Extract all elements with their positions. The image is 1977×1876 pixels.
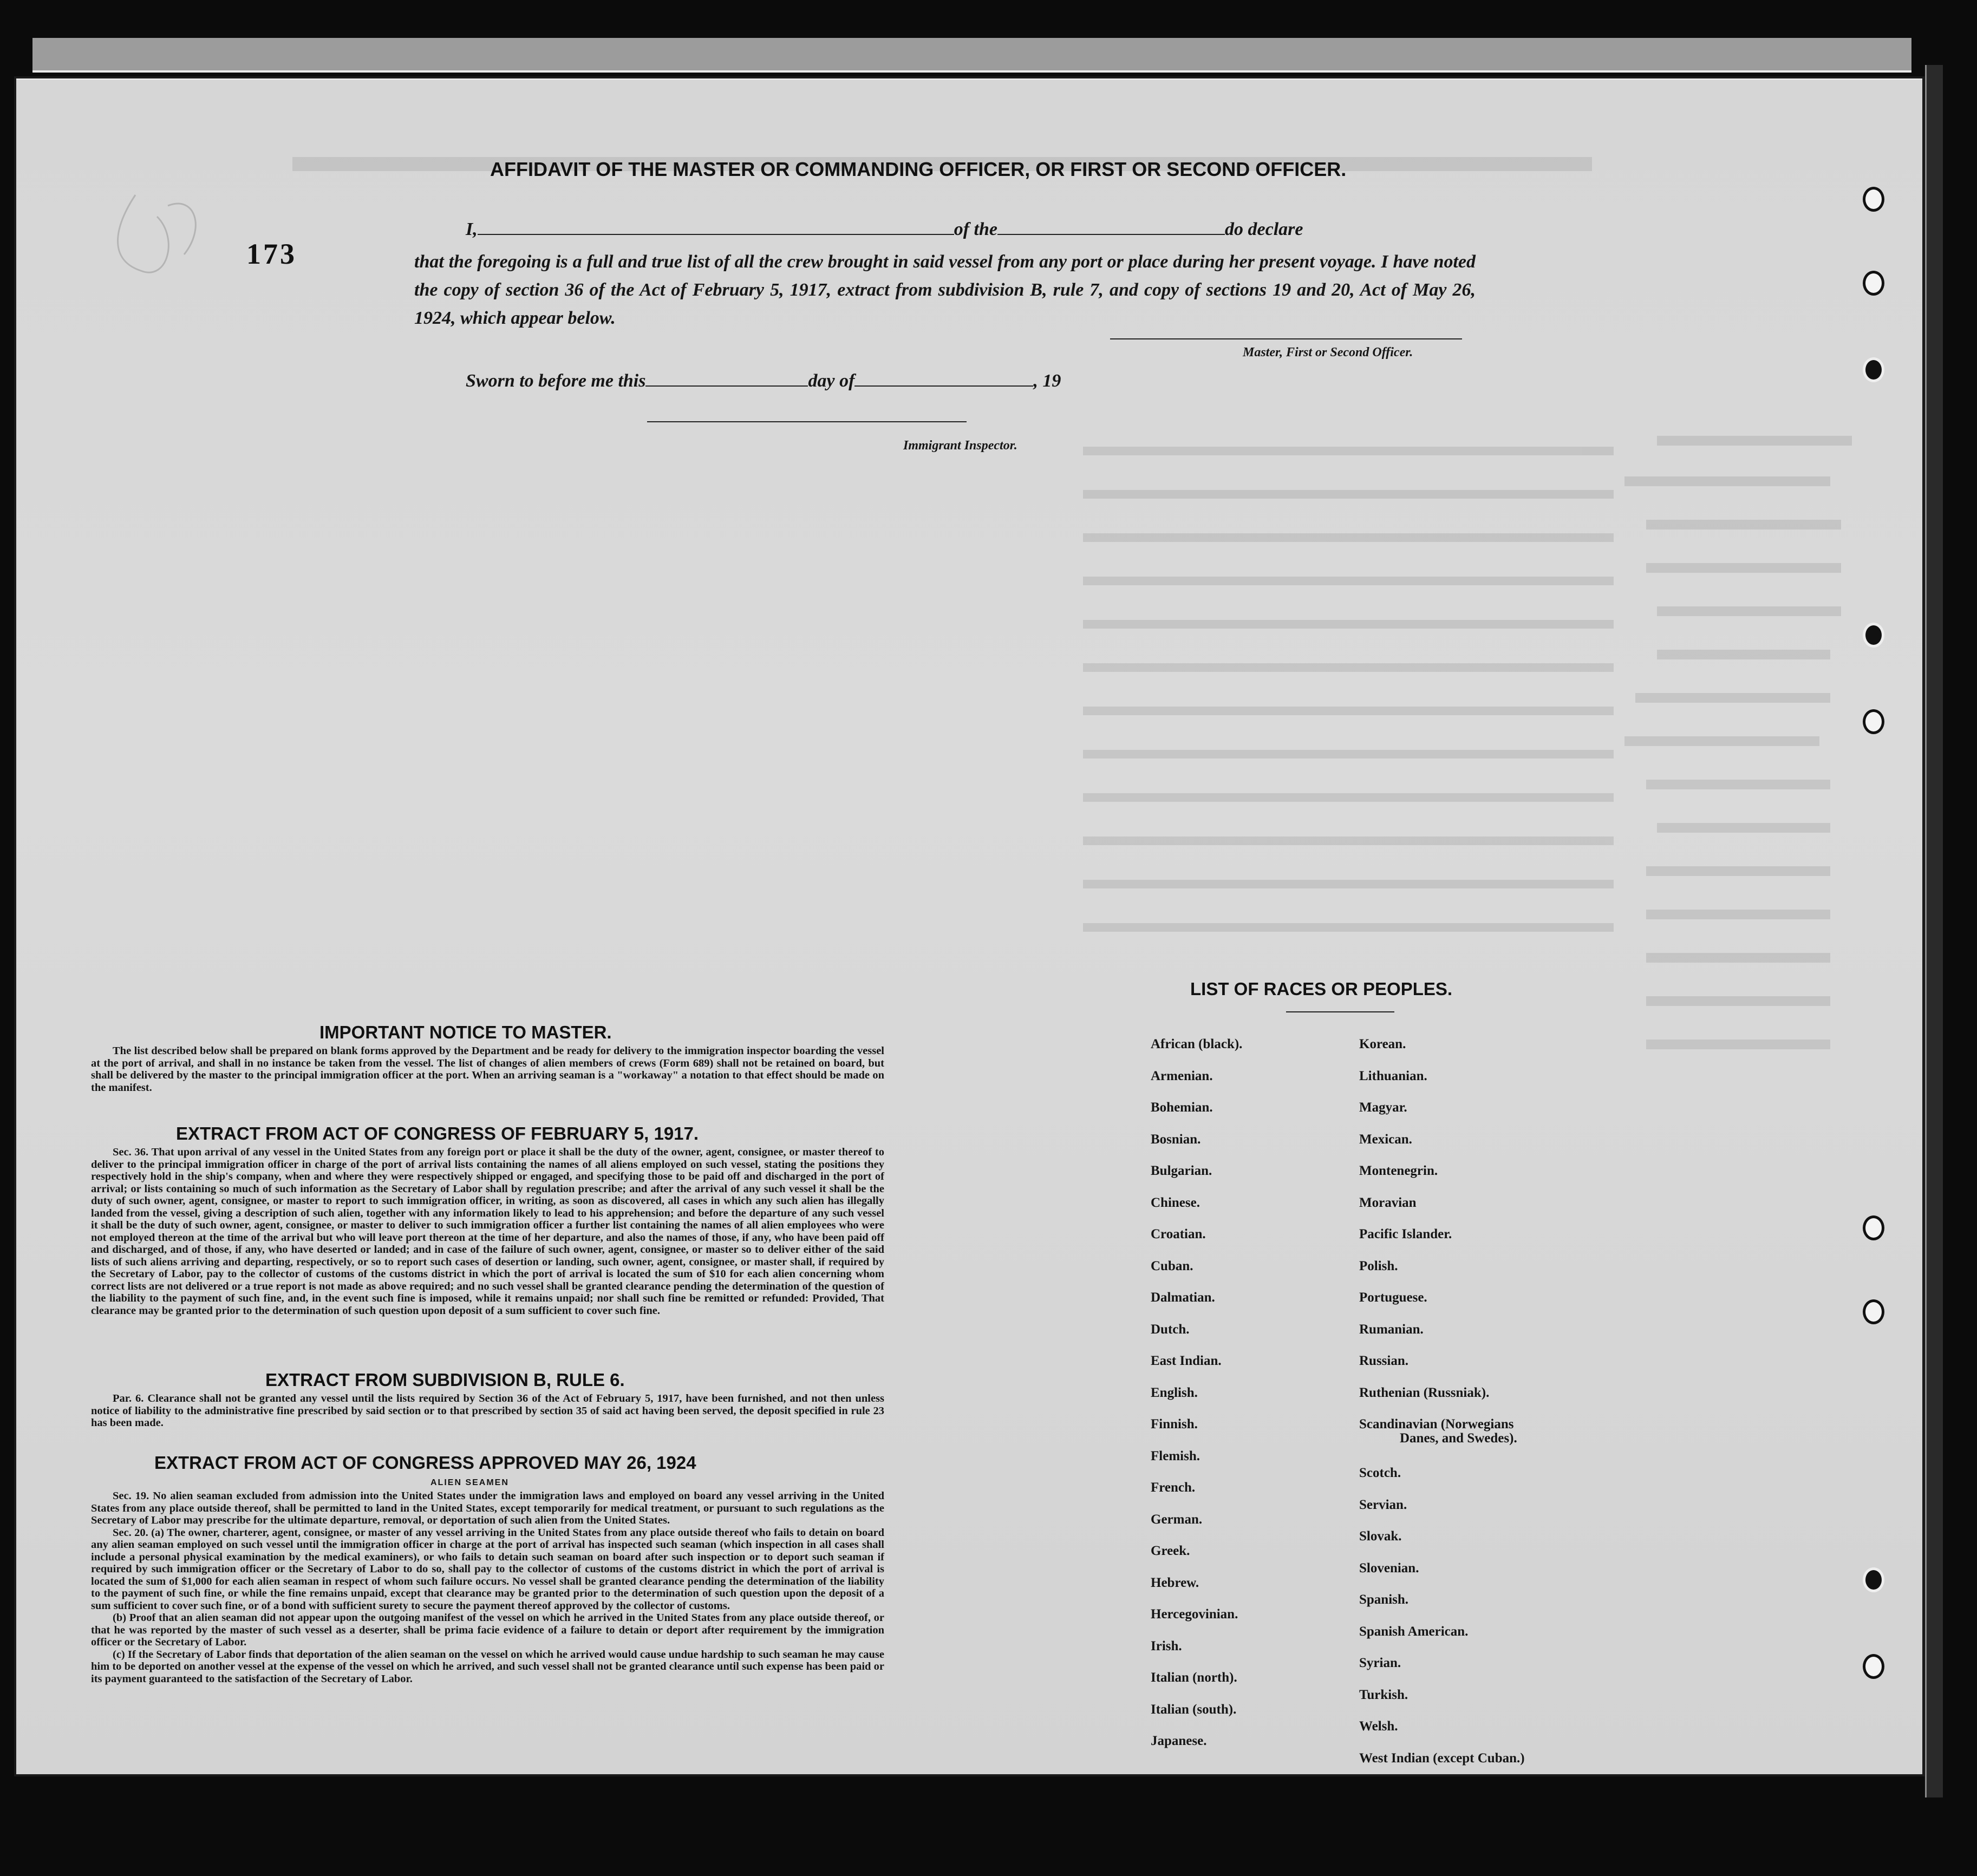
notice-title: IMPORTANT NOTICE TO MASTER. — [319, 1022, 612, 1042]
race-item: Welsh. — [1359, 1719, 1398, 1734]
race-item: Scandinavian (Norwegians — [1359, 1417, 1514, 1431]
race-item: Armenian. — [1151, 1068, 1213, 1083]
punch-hole — [1863, 1215, 1884, 1240]
page-number: 173 — [246, 238, 297, 270]
race-item: Slovak. — [1359, 1529, 1402, 1544]
sworn-end: , 19 — [1033, 371, 1061, 391]
race-item: Croatian. — [1151, 1227, 1206, 1241]
race-item: Italian (north). — [1151, 1670, 1237, 1685]
race-item: Lithuanian. — [1359, 1068, 1427, 1083]
race-item: Spanish American. — [1359, 1624, 1469, 1639]
extract-1917-body: Sec. 36. That upon arrival of any vessel in the United States from any foreign port or place it shall be the duty of the owner, agent, consignee, or master thereof to deliver to the principal immigration officer in charge of the port of arrival lists containing the names of all aliens employed on such vessel, stating the positions they respectively hold in the ship's company, when and where they were respectively shipped or engaged, and specifying those to be paid off and discharged in the port of arrival; or lists containing so much of such information as the Secretary of Labor shall by regulation prescribe; and after the arrival of any such vessel it shall be the duty of such owner, agent, consignee, or master to report to such immigration officer, in writing, as soon as discovered, all cases in which any such alien has illegally landed from the vessel, giving a description of such alien, together with any information likely to lead to his apprehension; and before the departure of any such vessel it shall be the duty of such owner, agent, consignee, or master to deliver to such immigration officer a further list containing the names of all alien employees who were not employed thereon at the time of the arrival but who will leave port thereon at the time of her departure, and also the names of those, if any, who have been paid off and discharged, and of those, if any, who have deserted or landed; and in case of the failure of such owner, agent, consignee, or master so to deliver either of the said lists of such aliens arriving and departing, respectively, or so to report such cases of desertion or landing, such owner, agent, consignee, or master shall, if required by the Secretary of Labor, pay to the collector of customs of the customs district in which the port of arrival is located the sum of $10 for each alien concerning whom correct lists are not delivered or a true report is not made as above required; and no such vessel shall be granted clearance pending the determination of the question of the liability to the payment of such fine, and, in the event such fine is imposed, while it remains unpaid; nor shall such fine be remitted or refunded: Provided, That clearance may be granted prior to the determination of such question upon deposit of a sum sufficient to cover such fine. — [91, 1146, 884, 1317]
affidavit-title: AFFIDAVIT OF THE MASTER OR COMMANDING OFFICER, OR FIRST OR SECOND OFFICER. — [490, 158, 1347, 180]
race-item: Polish. — [1359, 1258, 1398, 1273]
punch-hole — [1863, 1299, 1884, 1324]
punch-hole — [1863, 1654, 1884, 1679]
race-item: Bulgarian. — [1151, 1163, 1212, 1178]
race-item: Turkish. — [1359, 1687, 1408, 1702]
races-right-column — [1359, 1037, 1525, 1782]
sheet-right-edge — [1925, 65, 1943, 1797]
race-item: Italian (south). — [1151, 1702, 1237, 1717]
notice-body: The list described below shall be prepared on blank forms approved by the Department and be ready for delivery to the immigration inspector boarding the vessel at the port of arrival, and shall in no instance be taken from the vessel. The list of changes of alien members of crews (Form 689) shall not be retained on board, but shall be delivered by the master to the principal immigration officer at the port. When an arriving seaman is a "workaway" a notation to that effect should be made on the manifest. — [91, 1045, 884, 1094]
punch-hole — [1863, 271, 1884, 296]
race-item: French. — [1151, 1480, 1196, 1495]
race-item: Portuguese. — [1359, 1290, 1427, 1305]
punch-hole — [1863, 709, 1884, 734]
race-item: Irish. — [1151, 1638, 1182, 1653]
inspector-signature-line — [647, 421, 967, 422]
punch-hole — [1863, 357, 1884, 382]
race-item: Bosnian. — [1151, 1132, 1201, 1147]
affidavit-line1-end: do declare — [1225, 219, 1303, 239]
inspector-caption: Immigrant Inspector. — [903, 439, 1017, 453]
affidavit-line-1 — [466, 219, 1303, 240]
vessel-fill-line — [997, 233, 1225, 235]
punch-hole — [1863, 1567, 1884, 1592]
extract-1924-title: EXTRACT FROM ACT OF CONGRESS APPROVED MAY 26, 1924 — [154, 1453, 696, 1473]
rule6-title: EXTRACT FROM SUBDIVISION B, RULE 6. — [265, 1370, 625, 1390]
race-item: East Indian. — [1151, 1354, 1222, 1368]
extract-1917-title: EXTRACT FROM ACT OF CONGRESS OF FEBRUARY 5, 1917. — [176, 1123, 699, 1143]
race-item: Spanish. — [1359, 1592, 1409, 1607]
race-item: Japanese. — [1151, 1734, 1207, 1748]
name-fill-line — [478, 233, 954, 235]
race-item: Flemish. — [1151, 1448, 1200, 1463]
race-item: Russian. — [1359, 1354, 1409, 1368]
race-item: Cuban. — [1151, 1258, 1193, 1273]
sec19-paragraph: Sec. 19. No alien seaman excluded from admission into the United States under the immigration laws and employed on board any vessel arriving in the United States from any place outside thereof, shall be permitted to land in the United States, except temporarily for medical treatment, or pursuant to such regulations as the Secretary of Labor may prescribe for the ultimate departure, removal, or deportation of such alien from the United States. — [91, 1490, 884, 1526]
sworn-mid: day of — [808, 371, 855, 391]
race-item: Chinese. — [1151, 1195, 1200, 1210]
race-item: Finnish. — [1151, 1417, 1198, 1431]
top-edge-strip — [32, 38, 1911, 73]
master-signature-line — [1110, 338, 1462, 339]
sec20b-paragraph: (b) Proof that an alien seaman did not appear upon the outgoing manifest of the vessel on which he arrived in the United States from any place outside thereof, or that he was reported by the master of such vessel as a deserter, shall be prima facie evidence of a failure to detain or deport after requirement by the immigration officer or the Secretary of Labor. — [91, 1612, 884, 1648]
sworn-month-fill-line — [854, 385, 1033, 387]
race-item: Korean. — [1359, 1037, 1406, 1051]
race-item: Bohemian. — [1151, 1100, 1213, 1115]
race-item: Hebrew. — [1151, 1575, 1199, 1590]
race-item: Moravian — [1359, 1195, 1417, 1210]
races-title-underline — [1286, 1011, 1394, 1012]
sworn-day-fill-line — [645, 385, 808, 387]
race-item: Dutch. — [1151, 1322, 1190, 1337]
race-item: Mexican. — [1359, 1132, 1412, 1147]
race-item: Syrian. — [1359, 1656, 1401, 1670]
race-item: Hercegovinian. — [1151, 1607, 1238, 1622]
punch-hole — [1863, 187, 1884, 212]
race-item: Ruthenian (Russniak). — [1359, 1385, 1490, 1400]
punch-hole — [1863, 623, 1884, 648]
race-item: Pacific Islander. — [1359, 1227, 1452, 1241]
race-item: Dalmatian. — [1151, 1290, 1215, 1305]
race-item: English. — [1151, 1385, 1198, 1400]
races-left-column — [1151, 1037, 1242, 1766]
race-item: Slovenian. — [1359, 1560, 1419, 1576]
affidavit-line1-mid: of the — [954, 219, 998, 239]
race-item: Rumanian. — [1359, 1322, 1424, 1337]
master-signature-caption: Master, First or Second Officer. — [1243, 345, 1413, 359]
sworn-line — [466, 371, 1061, 391]
race-item: Montenegrin. — [1359, 1163, 1438, 1178]
affidavit-line1-start: I, — [466, 219, 478, 239]
affidavit-body: that the foregoing is a full and true list of all the crew brought in said vessel from any port or place during her present voyage. I have noted the copy of section 36 of the Act of February 5, 1917, extract from subdivision B, rule 7, and copy of sections 19 and 20, Act of May 26, 1924, which appear below. — [414, 252, 1476, 328]
race-item: German. — [1151, 1512, 1203, 1527]
sec20a-paragraph: Sec. 20. (a) The owner, charterer, agent, consignee, or master of any vessel arriving in the United States from any place outside thereof who fails to detain on board any alien seaman employed on such vessel until the immigration officer in charge at the port of arrival has inspected such seaman (which inspection in all cases shall include a personal physical examination by the medical examiners), or who fails to detain such seaman on board after such inspection or to deport such seaman if required by such immigration officer or the Secretary of Labor to do so, shall pay to the collector of customs of the customs district in which the port of arrival is located the sum of $1,000 for each alien seaman in respect of whom such failure occurs. No vessel shall be granted clearance pending the determination of the liability to the payment of such fine, or while the fine remains unpaid, except that clearance may be granted prior to the determination of such question upon the deposit of a sum sufficient to cover such fine, or of a bond with sufficient surety to secure the payment thereof approved by the collector of customs. — [91, 1526, 884, 1612]
race-item: West Indian (except Cuban.) — [1359, 1750, 1525, 1766]
sec20c-paragraph: (c) If the Secretary of Labor finds that deportation of the alien seaman on the vessel on which he arrived would cause undue hardship to such seaman he may cause him to be deported on another vessel at the expense of the vessel on which he arrived, and such vessel shall not be granted clearance until such expense has been paid or its payment guaranteed to the satisfaction of the Secretary of Labor. — [91, 1648, 884, 1685]
races-title: LIST OF RACES OR PEOPLES. — [1190, 979, 1453, 999]
race-item: Servian. — [1359, 1497, 1407, 1512]
extract-1924-body — [91, 1490, 884, 1685]
sworn-start: Sworn to before me this — [466, 371, 646, 391]
race-item: African (black). — [1151, 1037, 1243, 1051]
race-item: Scotch. — [1359, 1466, 1401, 1480]
race-item: Danes, and Swedes). — [1400, 1431, 1517, 1446]
rule6-body: Par. 6. Clearance shall not be granted any vessel until the lists required by Section 36 of the Act of February 5, 1917, have been furnished, and not then unless notice of liability to the administrative fine prescribed by said section or to that prescribed by section 35 of said act having been served, the deposit specified in rule 23 has been made. — [91, 1393, 884, 1429]
alien-seamen-subtitle: ALIEN SEAMEN — [430, 1478, 509, 1487]
race-item: Greek. — [1151, 1544, 1190, 1558]
race-item: Magyar. — [1359, 1100, 1407, 1115]
